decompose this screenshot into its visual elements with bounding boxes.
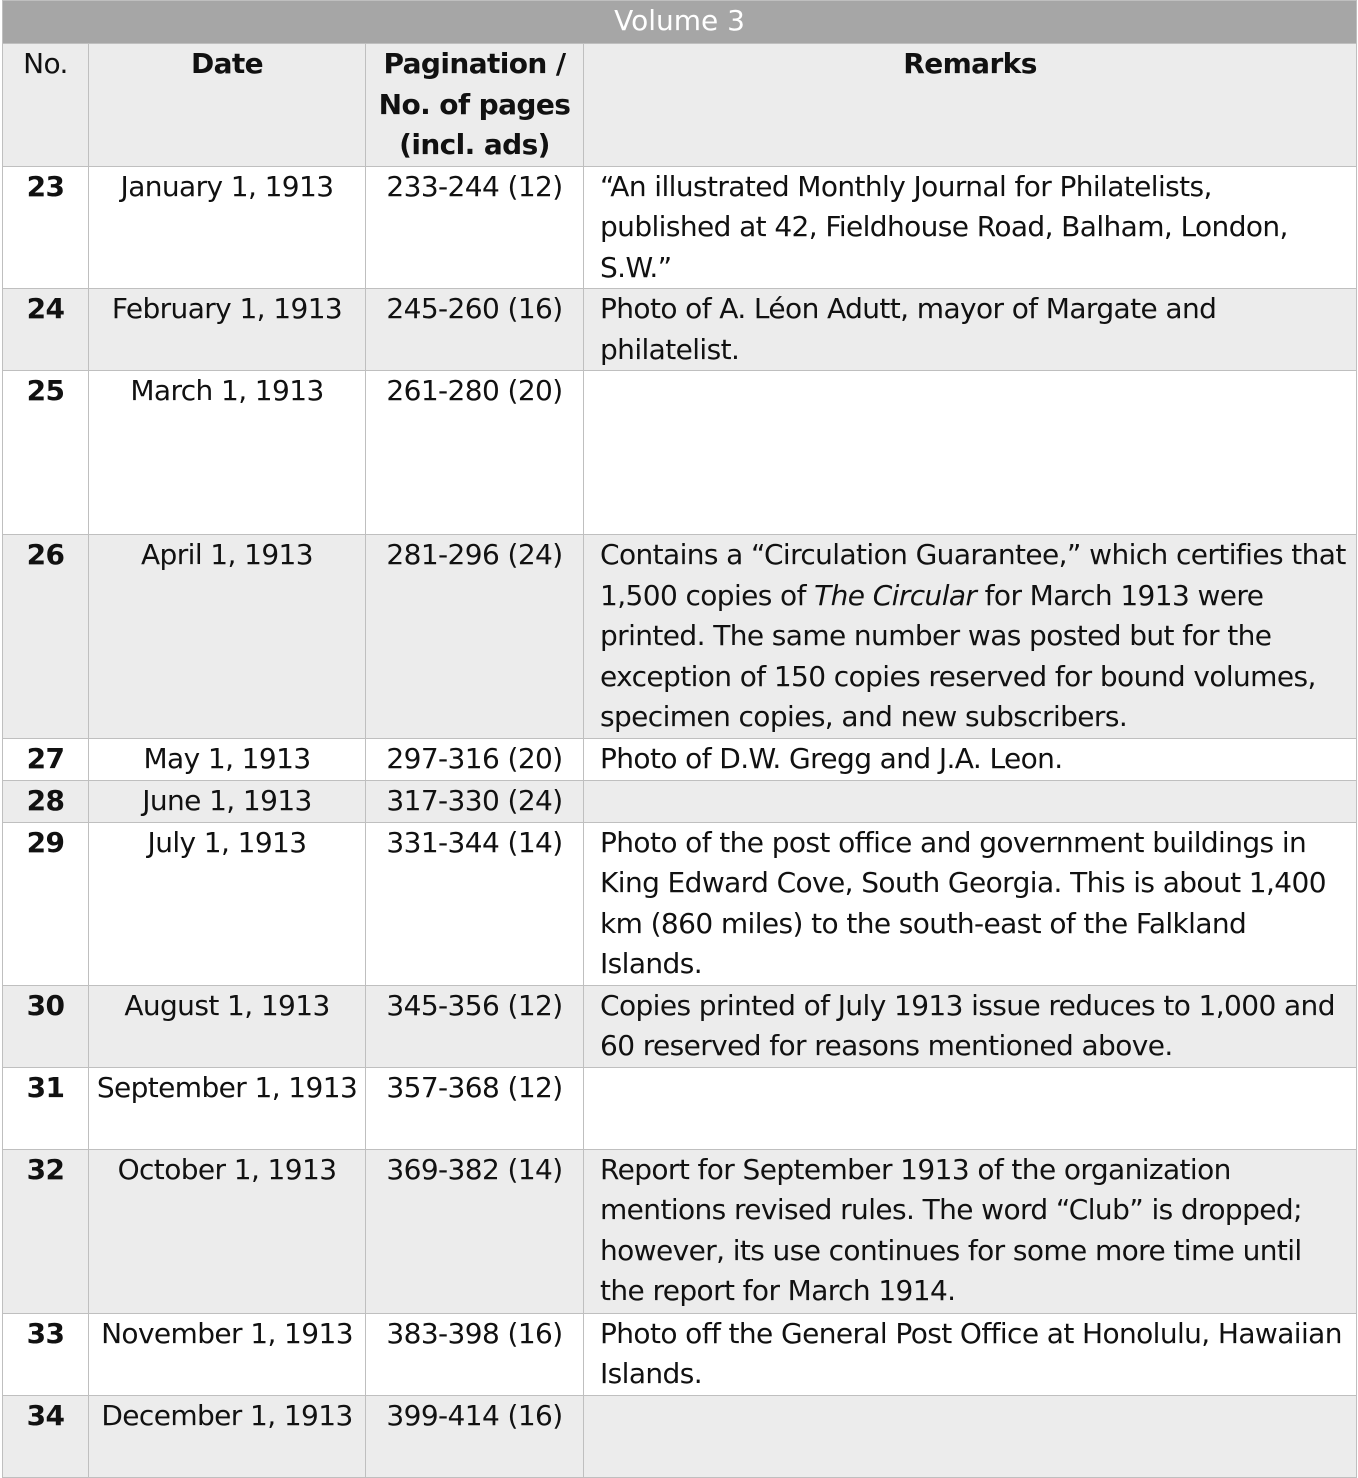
- row-no: 29: [3, 822, 89, 985]
- row-pagination: 261-280 (20): [366, 371, 584, 535]
- volume-table-container: [2, 0, 1356, 1478]
- row-pagination: 345-356 (12): [366, 985, 584, 1067]
- row-pagination: 317-330 (24): [366, 780, 584, 822]
- table-row: [3, 289, 1357, 371]
- row-pagination: 369-382 (14): [366, 1149, 584, 1313]
- row-pagination: 331-344 (14): [366, 822, 584, 985]
- row-date: April 1, 1913: [89, 535, 366, 739]
- row-no: 25: [3, 371, 89, 535]
- row-date: September 1, 1913: [89, 1067, 366, 1149]
- row-date: December 1, 1913: [89, 1395, 366, 1477]
- volume-table: [2, 0, 1357, 1478]
- table-row: [3, 985, 1357, 1067]
- row-date: October 1, 1913: [89, 1149, 366, 1313]
- row-date: March 1, 1913: [89, 371, 366, 535]
- table-row: [3, 371, 1357, 535]
- row-remarks: Copies printed of July 1913 issue reduces to 1,000 and 60 reserved for reasons mentioned above.: [584, 985, 1357, 1067]
- volume-title: Volume 3: [3, 1, 1357, 44]
- publication-title: The Circular: [814, 578, 977, 612]
- row-no: 34: [3, 1395, 89, 1477]
- row-remarks: [584, 780, 1357, 822]
- row-no: 23: [3, 166, 89, 289]
- row-no: 30: [3, 985, 89, 1067]
- row-remarks: Report for September 1913 of the organization mentions revised rules. The word “Club” is dropped; however, its use continues for some more time until the report for March 1914.: [584, 1149, 1357, 1313]
- row-pagination: 399-414 (16): [366, 1395, 584, 1477]
- row-remarks: [584, 1395, 1357, 1477]
- row-date: July 1, 1913: [89, 822, 366, 985]
- row-date: November 1, 1913: [89, 1313, 366, 1395]
- table-row: [3, 166, 1357, 289]
- table-row: [3, 1313, 1357, 1395]
- row-no: 31: [3, 1067, 89, 1149]
- header-date: Date: [89, 44, 366, 167]
- table-row: [3, 738, 1357, 780]
- table-row: [3, 1395, 1357, 1477]
- row-date: May 1, 1913: [89, 738, 366, 780]
- row-remarks: [584, 371, 1357, 535]
- table-row: [3, 535, 1357, 739]
- row-date: January 1, 1913: [89, 166, 366, 289]
- table-row: [3, 1067, 1357, 1149]
- header-remarks: Remarks: [584, 44, 1357, 167]
- row-remarks: Photo of D.W. Gregg and J.A. Leon.: [584, 738, 1357, 780]
- header-pagination: Pagination / No. of pages (incl. ads): [366, 44, 584, 167]
- row-pagination: 281-296 (24): [366, 535, 584, 739]
- row-remarks: Photo of A. Léon Adutt, mayor of Margate and philatelist.: [584, 289, 1357, 371]
- row-remarks: Contains a “Circulation Guarantee,” which certifies that 1,500 copies of The Circular for March 1913 were printed. The same number was posted but for the exception of 150 copies reserved for bound volumes, specimen copies, and new subscribers.: [584, 535, 1357, 739]
- table-row: [3, 1149, 1357, 1313]
- row-pagination: 245-260 (16): [366, 289, 584, 371]
- row-no: 24: [3, 289, 89, 371]
- row-pagination: 383-398 (16): [366, 1313, 584, 1395]
- row-remarks: [584, 1067, 1357, 1149]
- row-remarks: Photo off the General Post Office at Honolulu, Hawaiian Islands.: [584, 1313, 1357, 1395]
- row-date: August 1, 1913: [89, 985, 366, 1067]
- row-date: June 1, 1913: [89, 780, 366, 822]
- row-pagination: 357-368 (12): [366, 1067, 584, 1149]
- header-no: No.: [3, 44, 89, 167]
- row-no: 28: [3, 780, 89, 822]
- row-date: February 1, 1913: [89, 289, 366, 371]
- table-row: [3, 780, 1357, 822]
- row-no: 32: [3, 1149, 89, 1313]
- row-no: 26: [3, 535, 89, 739]
- row-pagination: 233-244 (12): [366, 166, 584, 289]
- row-no: 33: [3, 1313, 89, 1395]
- row-pagination: 297-316 (20): [366, 738, 584, 780]
- row-no: 27: [3, 738, 89, 780]
- table-body: [3, 166, 1357, 1477]
- table-row: [3, 822, 1357, 985]
- row-remarks: “An illustrated Monthly Journal for Philatelists, published at 42, Fieldhouse Road, Balham, London, S.W.”: [584, 166, 1357, 289]
- row-remarks: Photo of the post office and government buildings in King Edward Cove, South Georgia. This is about 1,400 km (860 miles) to the south-east of the Falkland Islands.: [584, 822, 1357, 985]
